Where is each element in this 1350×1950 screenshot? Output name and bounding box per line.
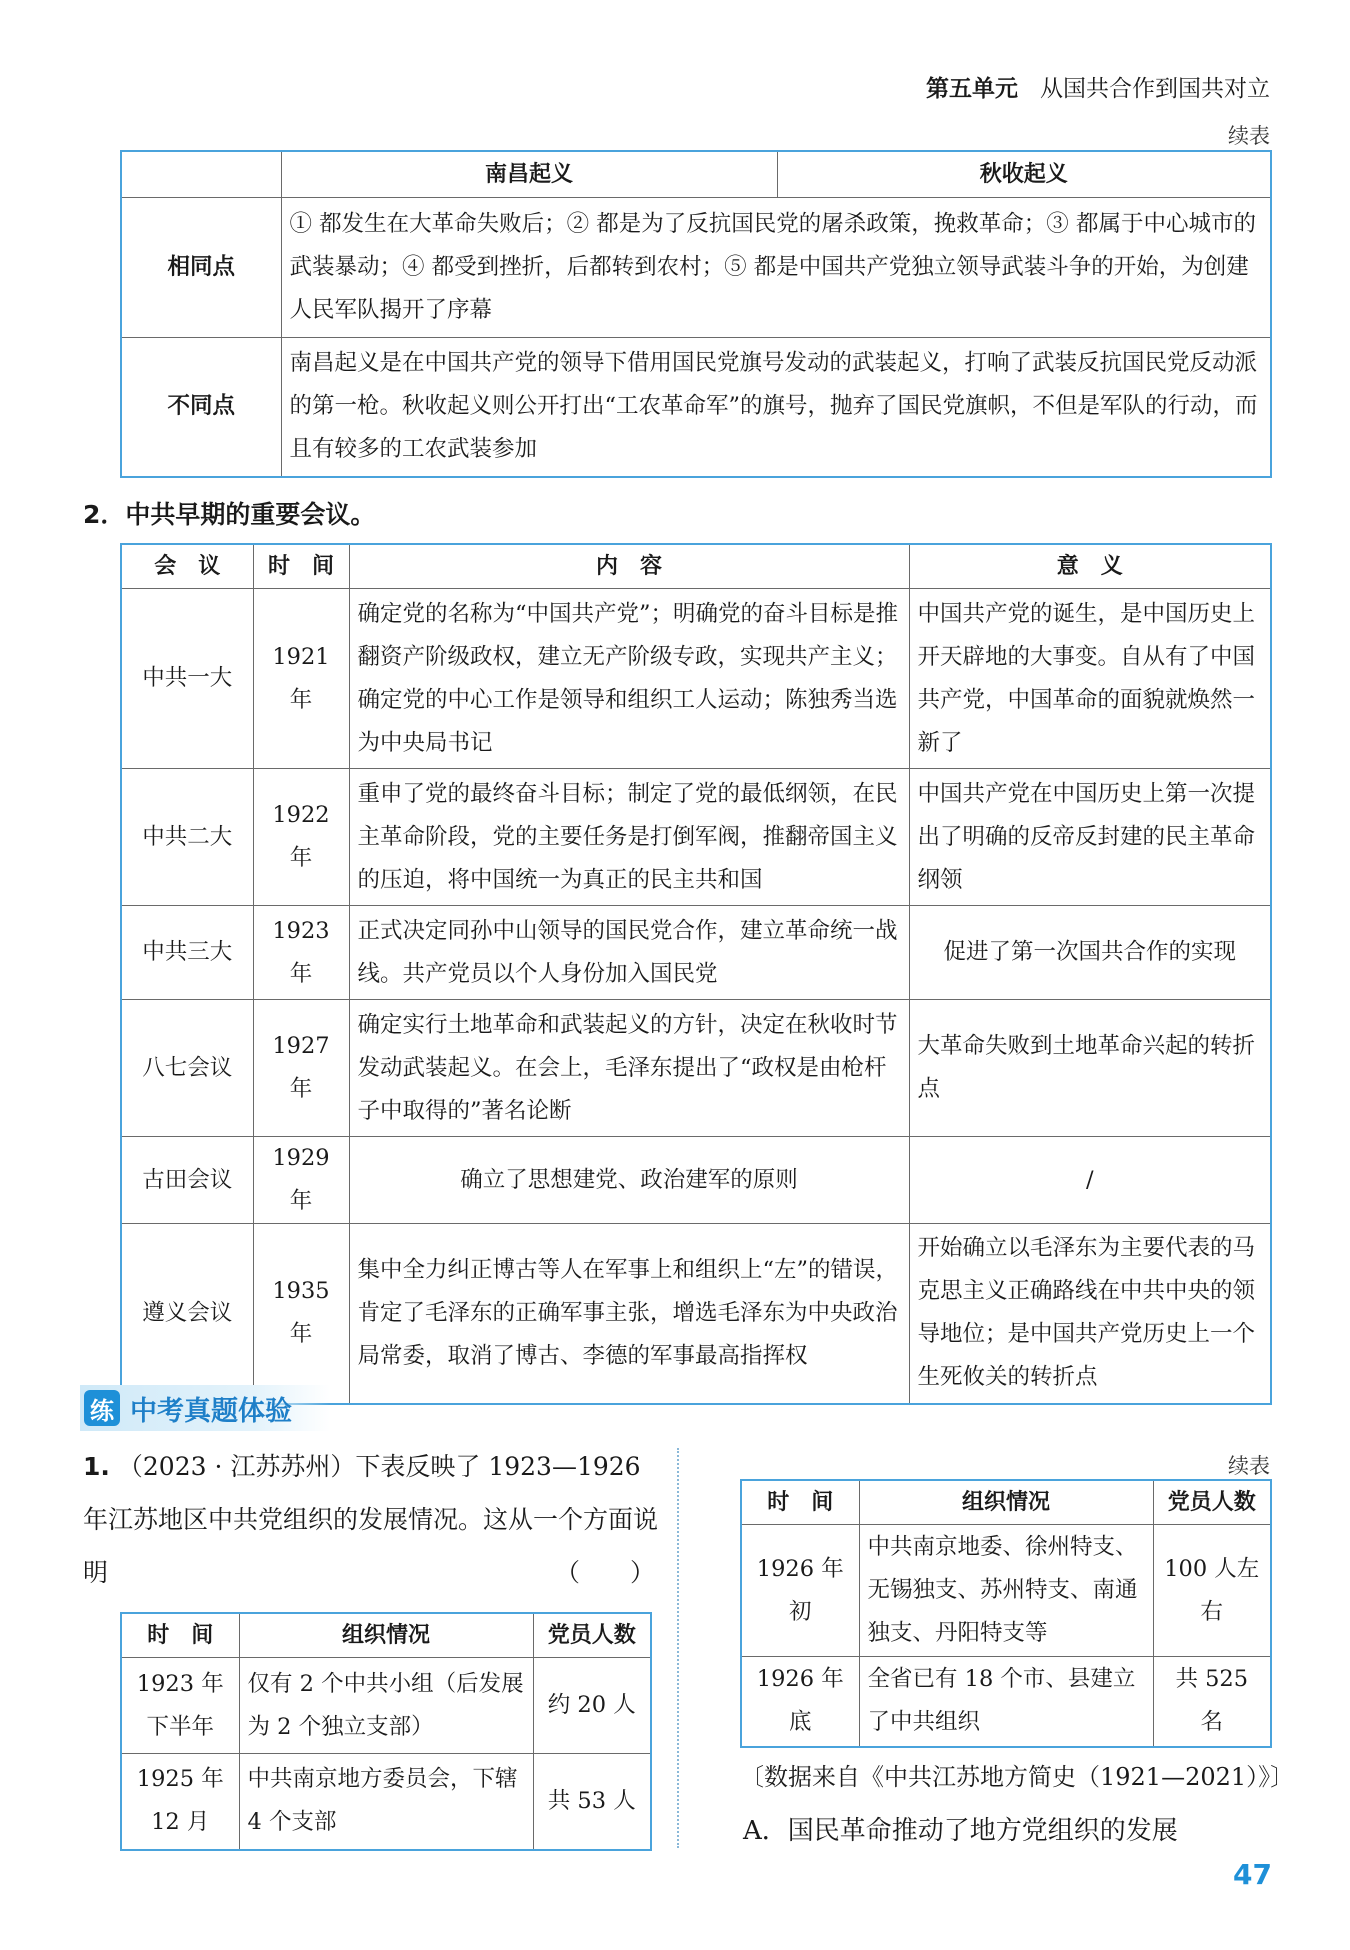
practice-icon: 练 xyxy=(84,1390,120,1426)
header-content: 内 容 xyxy=(349,544,909,589)
header-meaning: 意 义 xyxy=(909,544,1271,589)
member-count: 100 人左右 xyxy=(1153,1525,1271,1657)
row-label-similar: 相同点 xyxy=(121,197,281,337)
meeting-meaning: 开始确立以毛泽东为主要代表的马克思主义正确路线在中共中央的领导地位；是中国共产党历史上一个生死攸关的转折点 xyxy=(909,1224,1271,1404)
meetings-table xyxy=(120,543,1272,1405)
unit-title: 从国共合作到国共对立 xyxy=(1040,76,1270,102)
header-members: 党员人数 xyxy=(533,1613,651,1658)
org-time: 1926 年初 xyxy=(741,1525,859,1657)
org-time: 1923 年下半年 xyxy=(121,1658,239,1754)
member-count: 约 20 人 xyxy=(533,1658,651,1754)
header-org: 组织情况 xyxy=(239,1613,533,1658)
option-a[interactable]: A．国民革命推动了地方党组织的发展 xyxy=(743,1816,1178,1846)
member-count: 共 53 人 xyxy=(533,1754,651,1850)
table-row xyxy=(121,769,1271,906)
meeting-name: 中共三大 xyxy=(121,906,253,1000)
party-org-table-right xyxy=(740,1479,1272,1748)
table-row xyxy=(741,1657,1271,1747)
table-row xyxy=(121,1658,651,1754)
meeting-name: 古田会议 xyxy=(121,1137,253,1224)
org-status: 仅有 2 个中共小组（后发展为 2 个独立支部） xyxy=(239,1658,533,1754)
meeting-meaning: 大革命失败到土地革命兴起的转折点 xyxy=(909,1000,1271,1137)
data-source: 〔数据来自《中共江苏地方简史（1921—2021）》〕 xyxy=(740,1763,1295,1791)
exam-practice-banner xyxy=(80,1385,330,1431)
header-org: 组织情况 xyxy=(859,1480,1153,1525)
table-row xyxy=(121,1137,1271,1224)
table-row xyxy=(121,589,1271,769)
table-row xyxy=(121,1000,1271,1137)
header-nanchang: 南昌起义 xyxy=(281,151,777,197)
meeting-meaning: / xyxy=(909,1137,1271,1224)
row-label-different: 不同点 xyxy=(121,337,281,477)
meeting-time: 1922 年 xyxy=(253,769,349,906)
answer-bracket: （ ） xyxy=(554,1558,655,1587)
meeting-time: 1921 年 xyxy=(253,589,349,769)
meeting-time: 1927 年 xyxy=(253,1000,349,1137)
meeting-time: 1935 年 xyxy=(253,1224,349,1404)
meeting-content: 正式决定同孙中山领导的国民党合作，建立革命统一战线。共产党员以个人身份加入国民党 xyxy=(349,906,909,1000)
meeting-time: 1923 年 xyxy=(253,906,349,1000)
table-row xyxy=(741,1525,1271,1657)
header-time: 时 间 xyxy=(253,544,349,589)
party-org-table-left xyxy=(120,1612,652,1851)
meeting-name: 遵义会议 xyxy=(121,1224,253,1404)
org-status: 中共南京地委、徐州特支、无锡独支、苏州特支、南通独支、丹阳特支等 xyxy=(859,1525,1153,1657)
question-text: （2023 · 江苏苏州）下表反映了 1923—1926 年江苏地区中共党组织的发展情况。这从一个方面说明 xyxy=(83,1452,659,1587)
org-time: 1926 年底 xyxy=(741,1657,859,1747)
meeting-time: 1929 年 xyxy=(253,1137,349,1224)
org-time: 1925 年 12 月 xyxy=(121,1754,239,1850)
member-count: 共 525 名 xyxy=(1153,1657,1271,1747)
continued-label: 续表 xyxy=(1228,124,1270,148)
similar-text: ① 都发生在大革命失败后；② 都是为了反抗国民党的屠杀政策，挽救革命；③ 都属于中心城市的武装暴动；④ 都受到挫折，后都转到农村；⑤ 都是中国共产党独立领导武装斗争的开始，为创建人民军队揭开了序幕 xyxy=(281,197,1271,337)
continued-label: 续表 xyxy=(1228,1454,1270,1478)
uprising-comparison-table xyxy=(120,150,1272,478)
meeting-name: 中共二大 xyxy=(121,769,253,906)
section-title: 2．中共早期的重要会议。 xyxy=(83,500,376,529)
meeting-content: 确定党的名称为“中国共产党”；明确党的奋斗目标是推翻资产阶级政权，建立无产阶级专政，实现共产主义；确定党的中心工作是领导和组织工人运动；陈独秀当选为中央局书记 xyxy=(349,589,909,769)
column-divider xyxy=(677,1448,679,1848)
org-status: 中共南京地方委员会，下辖 4 个支部 xyxy=(239,1754,533,1850)
meeting-meaning: 中国共产党的诞生，是中国历史上开天辟地的大事变。自从有了中国共产党，中国革命的面貌就焕然一新了 xyxy=(909,589,1271,769)
header-meeting: 会 议 xyxy=(121,544,253,589)
header-time: 时 间 xyxy=(741,1480,859,1525)
table-row xyxy=(121,1754,651,1850)
header-time: 时 间 xyxy=(121,1613,239,1658)
meeting-content: 确立了思想建党、政治建军的原则 xyxy=(349,1137,909,1224)
meeting-content: 确定实行土地革命和武装起义的方针，决定在秋收时节发动武装起义。在会上，毛泽东提出了“政权是由枪杆子中取得的”著名论断 xyxy=(349,1000,909,1137)
meeting-content: 重申了党的最终奋斗目标；制定了党的最低纲领，在民主革命阶段，党的主要任务是打倒军阀，推翻帝国主义的压迫，将中国统一为真正的民主共和国 xyxy=(349,769,909,906)
meeting-meaning: 促进了第一次国共合作的实现 xyxy=(909,906,1271,1000)
header-members: 党员人数 xyxy=(1153,1480,1271,1525)
meeting-content: 集中全力纠正博古等人在军事上和组织上“左”的错误，肯定了毛泽东的正确军事主张，增选毛泽东为中央政治局常委，取消了博古、李德的军事最高指挥权 xyxy=(349,1224,909,1404)
question-number: 1. xyxy=(83,1452,110,1481)
table1-corner xyxy=(121,151,281,197)
org-status: 全省已有 18 个市、县建立了中共组织 xyxy=(859,1657,1153,1747)
question-stem xyxy=(83,1440,663,1599)
page-number: 47 xyxy=(1233,1858,1272,1891)
different-text: 南昌起义是在中国共产党的领导下借用国民党旗号发动的武装起义，打响了武装反抗国民党反动派的第一枪。秋收起义则公开打出“工农革命军”的旗号，抛弃了国民党旗帜，不但是军队的行动，而且有较多的工农武装参加 xyxy=(281,337,1271,477)
unit-label: 第五单元 xyxy=(926,76,1018,102)
page-header xyxy=(926,70,1270,103)
meeting-name: 中共一大 xyxy=(121,589,253,769)
meeting-meaning: 中国共产党在中国历史上第一次提出了明确的反帝反封建的民主革命纲领 xyxy=(909,769,1271,906)
meeting-name: 八七会议 xyxy=(121,1000,253,1137)
table-row xyxy=(121,906,1271,1000)
banner-title: 中考真题体验 xyxy=(130,1395,292,1427)
table-row xyxy=(121,1224,1271,1404)
header-qiushou: 秋收起义 xyxy=(777,151,1271,197)
